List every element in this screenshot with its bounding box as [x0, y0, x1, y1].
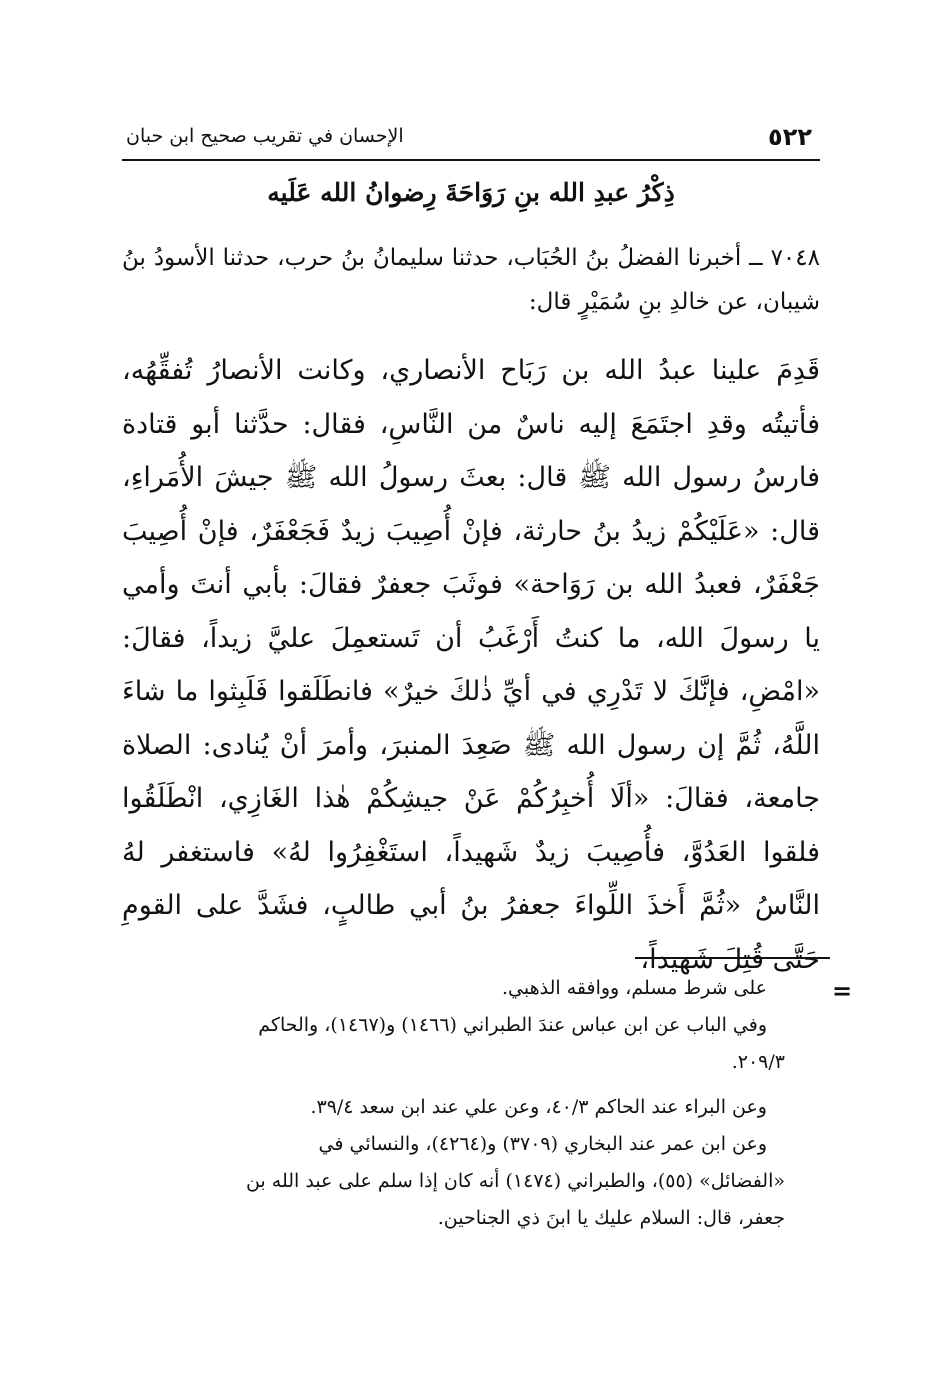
footnote-line: وعن البراء عند الحاكم ٤٠/٣، وعن علي عند ابن سعد ٣٩/٤. [310, 1096, 767, 1118]
footnote-line: على شرط مسلم، ووافقه الذهبي. [502, 977, 767, 999]
hadith-isnad: ٧٠٤٨ ــ أخبرنا الفضلُ بنُ الحُبَاب، حدثنا سليمانُ بنُ حرب، حدثنا الأسودُ بنُ شيبان، عن خالدِ بنِ سُمَيْرٍ قال: [122, 245, 820, 315]
footnote-continuation-mark: = [832, 977, 853, 1005]
page-header [122, 115, 820, 161]
footnote-divider [635, 957, 830, 959]
footnote-line: جعفر، قال: السلام عليك يا ابنَ ذي الجناحين. [437, 1207, 785, 1229]
page-number: ٥٢٢ [768, 123, 812, 151]
footnote-line: وعن ابن عمر عند البخاري (٣٧٠٩) و(٤٢٦٤)، والنسائي في [318, 1133, 767, 1155]
footnotes [135, 970, 785, 1237]
running-title: الإحسان في تقريب صحيح ابن حبان [126, 125, 404, 147]
footnote-line: «الفضائل» (٥٥)، والطبراني (١٤٧٤) أنه كان إذا سلم على عبد الله بن [245, 1170, 785, 1192]
footnote-line: وفي الباب عن ابن عباس عندَ الطبراني (١٤٦٦) و(١٤٦٧)، والحاكم [258, 1014, 767, 1036]
footnote-line: ٢٠٩/٣. [731, 1051, 785, 1073]
hadith-text: قَدِمَ علينا عبدُ الله بن رَبَاح الأنصاري، وكانت الأنصارُ تُفقِّهُه، فأتيتُه وقدِ اجتَمَعَ إليه ناسٌ من النَّاسِ، فقال: حدَّثنا أبو قتادة فارسُ رسول الله ﷺ قال: بعثَ رسولُ الله ﷺ جيشَ الأُمَراءِ، قال: «عَلَيْكُمْ زيدُ بنُ حارثة، فإنْ أُصِيبَ زيدٌ فَجَعْفَرٌ، فإنْ أُصِيبَ جَعْفَرٌ، فعبدُ الله بن رَوَاحة» فوثَبَ جعفرٌ فقالَ: بأبي أنتَ وأمي يا رسولَ الله، ما كنتُ أَرْغَبُ أن تَستعمِلَ عليَّ زيداً، فقالَ: «امْضِ، فإنَّكَ لا تَدْرِي في أيِّ ذٰلكَ خيرٌ» فانطَلَقوا فَلَبِثوا ما شاءَ اللَّهُ، ثُمَّ إن رسول الله ﷺ صَعِدَ المنبرَ، وأمرَ أنْ يُنادى: الصلاة جامعة، فقالَ: «ألَا أُخبِرُكُمْ عَنْ جيشِكُمْ هٰذا الغَازِي، انْطَلَقُوا فلقوا العَدُوَّ، فأُصِيبَ زيدٌ شَهيداً، استَغْفِرُوا لهُ» فاستغفر لهُ النَّاسُ «ثُمَّ أَخذَ اللِّواءَ جعفرُ بنُ أبي طالبٍ، فشَدَّ على القومِ حَتَّى قُتِلَ شَهيداً، [122, 355, 820, 975]
chapter-heading: ذِكْرُ عبدِ الله بنِ رَوَاحَةَ رِضوانُ الله عَلَيه [267, 178, 675, 207]
